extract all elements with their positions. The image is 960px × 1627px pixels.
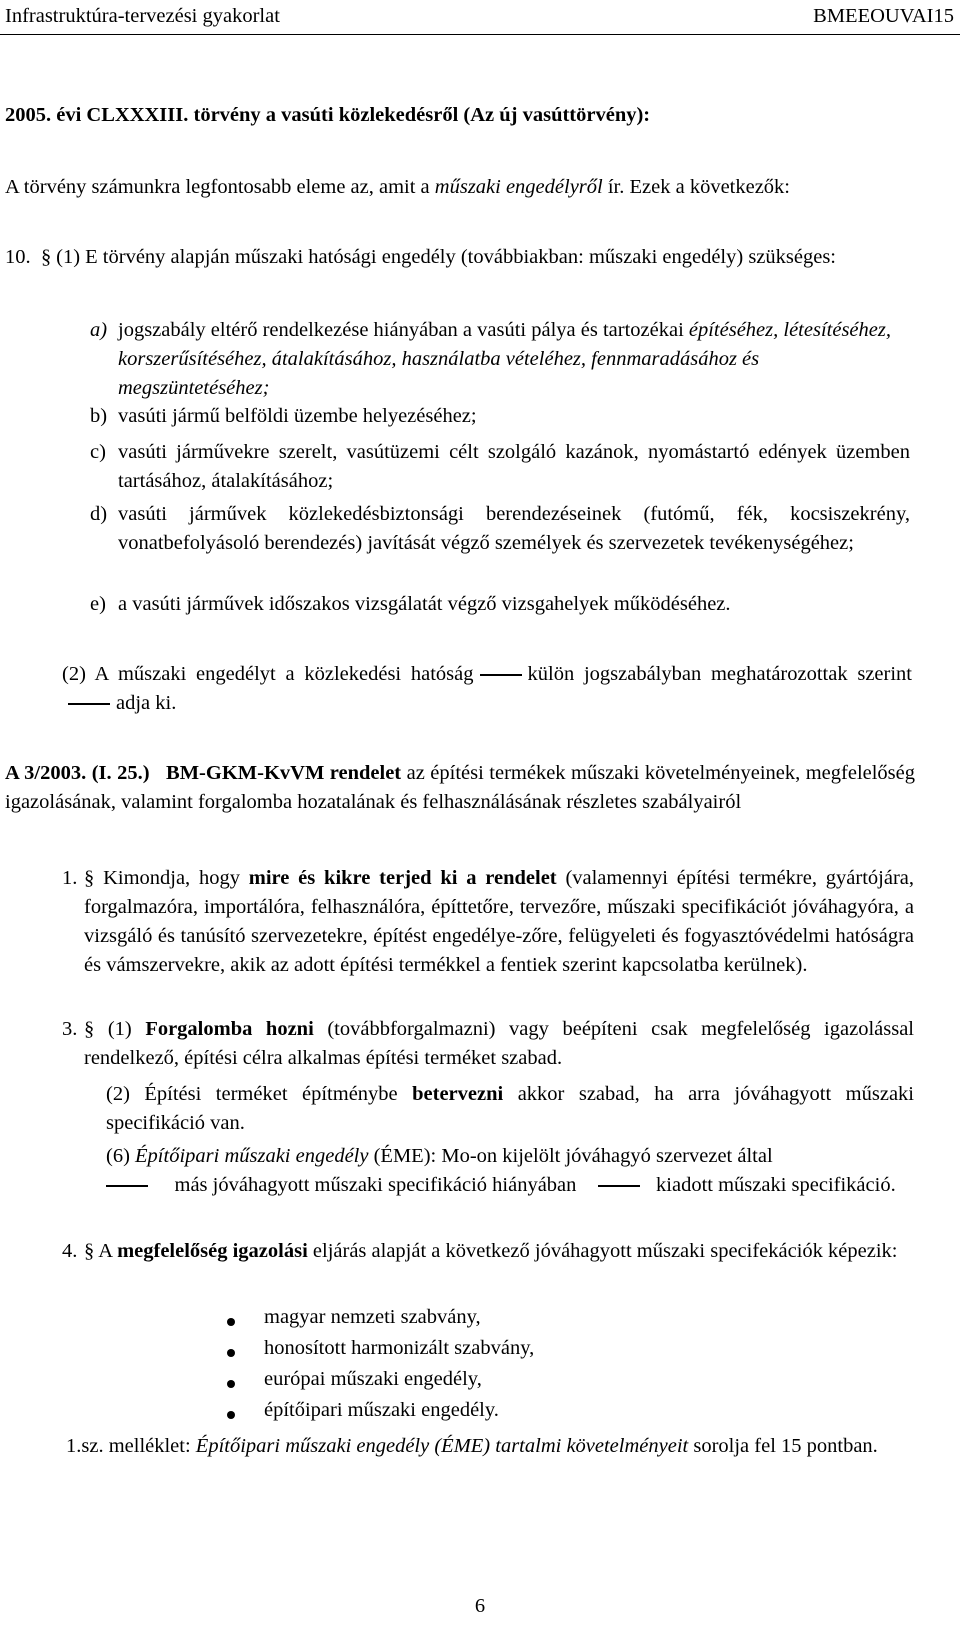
paragraph-sign-icon: § <box>41 246 52 268</box>
list-item: építőipari műszaki engedély. <box>264 1399 499 1421</box>
section-number: 10. <box>5 246 31 268</box>
point-3-2: (2) Építési terméket építménybe betervezni akkor szabad, ha arra jóváhagyott műszaki specifikáció van. <box>106 1083 914 1134</box>
point-4: 4. § A megfelelőség igazolási eljárás alapját a következő jóváhagyott műszaki specifekációk képezik: <box>62 1240 898 1262</box>
list-item: európai műszaki engedély, <box>264 1368 482 1390</box>
law-title: 2005. évi CLXXXIII. törvény a vasúti közlekedésről (Az új vasúttörvény): <box>5 104 651 126</box>
bullet-icon <box>227 1380 235 1388</box>
point-3-6: (6) Építőipari műszaki engedély (ÉME): Mo-on kijelölt jóváhagyó szervezet által más jóváhagyott műszaki specifikáció hiányában kiadott műszaki specifikáció. <box>106 1145 896 1196</box>
page-header <box>0 0 960 35</box>
bullet-icon <box>227 1349 235 1357</box>
list-item-e: e) a vasúti járművek időszakos vizsgálatát végző vizsgahelyek működéséhez. <box>90 593 731 615</box>
list-item-b: b) vasúti jármű belföldi üzembe helyezéséhez; <box>90 405 477 427</box>
point-1: 1. § Kimondja, hogy mire és kikre terjed ki a rendelet (valamennyi építési termékre, gyártójára, forgalmazóra, importálóra, felhasználóra, építtetőre, tervezőre, műszaki specifikációt jóváhagyóra, a vizsgáló és tanúsító szervezetekre, építést engedélye-zőre, felügyeleti és fogyasztóvédelmi hatóságra és vámszervekre, akik az adott építési termékkel a fentiek szerint kapcsolatba kerülnek). <box>62 867 914 976</box>
paragraph-sign-icon: § <box>84 867 104 889</box>
section-10-2: (2) A műszaki engedélyt a közlekedési hatóság külön jogszabályban meghatározottak szerintadja ki. <box>62 663 912 714</box>
list-item: honosított harmonizált szabvány, <box>264 1337 535 1359</box>
list-item: magyar nemzeti szabvány, <box>264 1306 481 1328</box>
intro-paragraph: A törvény számunkra legfontosabb eleme az, amit a műszaki engedélyről ír. Ezek a következők: <box>5 176 791 198</box>
list-item-c: c) vasúti járművekre szerelt, vasútüzemi célt szolgáló kazánok, nyomástartó edények üzemben tartásához, átalakításához; <box>90 441 910 492</box>
rendelet-title: A 3/2003. (I. 25.) BM-GKM-KvVM rendelet az építési termékek műszaki követelményeinek, megfelelőség igazolásának, valamint forgalomba hozatalának és felhasználásának részletes szabályairól <box>5 762 916 813</box>
page-number: 6 <box>474 1595 486 1617</box>
em-dash <box>68 703 110 705</box>
em-dash <box>598 1185 640 1187</box>
list-item-a: a) jogszabály eltérő rendelkezése hiányában a vasúti pálya és tartozékai építéséhez, létesítéséhez, korszerűsítéséhez, átalakításához, használatba vételéhez, fennmaradásához és megszüntetéséhez; <box>90 319 891 399</box>
paragraph-sign-icon: § <box>84 1240 99 1262</box>
point-3-1: 3. § (1) Forgalomba hozni (továbbforgalmazni) vagy beépíteni csak megfelelőség igazolással rendelkező, építési célra alkalmas építési terméket szabad. <box>62 1018 914 1069</box>
annex-note: 1.sz. melléklet: Építőipari műszaki engedély (ÉME) tartalmi követelményeit sorolja fel 15 pontban. <box>66 1435 878 1457</box>
section-10-1: 10. § (1) E törvény alapján műszaki hatósági engedély (továbbiakban: műszaki engedély) szükséges: <box>5 243 895 272</box>
header-course-title: Infrastruktúra-tervezési gyakorlat <box>5 5 280 27</box>
bullet-icon <box>227 1411 235 1419</box>
header-course-code: BMEEOUVAI15 <box>813 5 954 27</box>
bullet-icon <box>227 1318 235 1326</box>
list-item-d: d) vasúti járművek közlekedésbiztonsági berendezéseinek (futómű, fék, kocsiszekrény, vonatbefolyásoló berendezés) javítását végző személyek és szervezetek tevékenységéhez; <box>90 503 910 554</box>
em-dash <box>106 1185 148 1187</box>
paragraph-sign-icon: § <box>84 1018 108 1040</box>
em-dash <box>480 674 522 676</box>
